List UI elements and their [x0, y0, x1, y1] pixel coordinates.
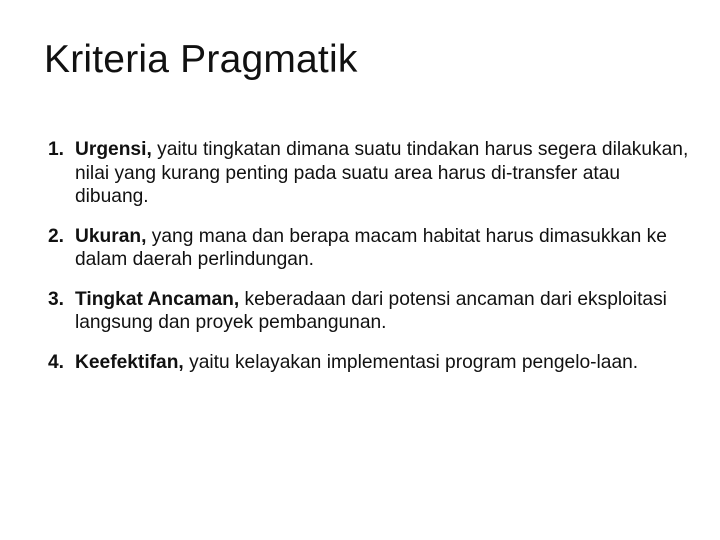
list-item-urgensi: [48, 138, 696, 209]
list-item-term: Urgensi,: [75, 139, 152, 160]
list-item-ukuran: [48, 225, 696, 272]
list-item-tingkat-ancaman: [48, 288, 696, 335]
list-item-number: 4.: [48, 351, 65, 373]
list-item-text: yaitu tingkatan dimana suatu tindakan harus segera dilakukan, nilai yang kurang penting pada suatu area harus di-transfer atau dibuang.: [75, 139, 689, 207]
list-item-number: 1.: [48, 139, 65, 160]
list-item-number: 2.: [48, 225, 65, 247]
criteria-list: [48, 138, 696, 390]
slide-title: Kriteria Pragmatik: [44, 38, 358, 81]
list-item-text: yang mana dan berapa macam habitat harus dimasukkan ke dalam daerah perlindungan.: [75, 225, 667, 270]
list-item-keefektifan: [48, 351, 696, 375]
list-item-term: Tingkat Ancaman,: [75, 288, 240, 310]
list-item-text: keberadaan dari potensi ancaman dari eksploitasi langsung dan proyek pembangunan.: [75, 288, 667, 333]
list-item-text: yaitu kelayakan implementasi program pengelo-laan.: [183, 351, 639, 373]
list-item-term: Keefektifan,: [75, 351, 184, 373]
list-item-number: 3.: [48, 288, 65, 310]
list-item-term: Ukuran,: [75, 225, 147, 247]
